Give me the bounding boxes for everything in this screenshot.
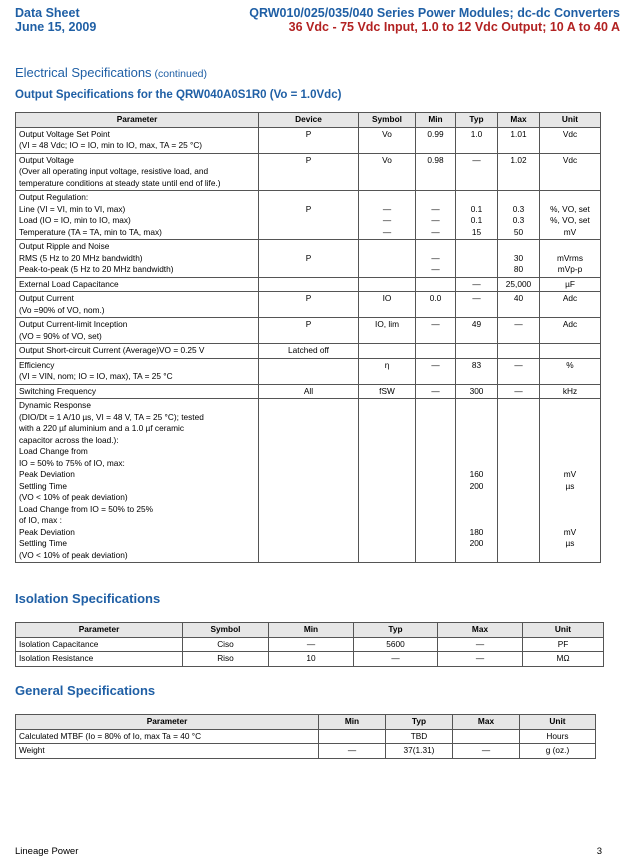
table-cell: — xyxy=(319,744,386,759)
column-header: Device xyxy=(259,113,359,128)
table-cell: — — xyxy=(416,240,456,278)
table-cell: P xyxy=(259,127,359,153)
table-cell: Adc xyxy=(540,292,601,318)
table-cell: Output Voltage (Over all operating input voltage, resistive load, and temperature conditions at steady state until end of life.) xyxy=(16,153,259,191)
table-cell: Hours xyxy=(520,729,596,744)
page-number: 3 xyxy=(596,846,602,857)
table-cell: — xyxy=(438,637,523,652)
column-header: Typ xyxy=(456,113,498,128)
table-cell: 49 xyxy=(456,318,498,344)
table-cell: — xyxy=(456,292,498,318)
table-cell: P xyxy=(259,153,359,191)
table-row xyxy=(16,358,601,384)
table-cell: fSW xyxy=(359,384,416,399)
table-cell: Adc xyxy=(540,318,601,344)
table-row xyxy=(16,729,596,744)
table-cell: PF xyxy=(523,637,604,652)
column-header: Typ xyxy=(386,715,453,730)
table-row xyxy=(16,191,601,240)
footer-company: Lineage Power xyxy=(15,846,79,857)
table-cell: 0.1 0.1 15 xyxy=(456,191,498,240)
table-cell xyxy=(456,240,498,278)
isolation-spec-table xyxy=(15,622,604,667)
table-cell: 5600 xyxy=(354,637,438,652)
table-cell xyxy=(456,344,498,359)
table-cell: — xyxy=(456,153,498,191)
header-right xyxy=(249,6,620,34)
table-row xyxy=(16,637,604,652)
table-cell: mVrms mVp-p xyxy=(540,240,601,278)
table-cell: P xyxy=(259,292,359,318)
table-cell xyxy=(498,399,540,563)
table-cell: — xyxy=(498,358,540,384)
table-cell: Weight xyxy=(16,744,319,759)
table-cell: g (oz.) xyxy=(520,744,596,759)
table-cell xyxy=(259,399,359,563)
table-cell: Vo xyxy=(359,153,416,191)
table-cell: % xyxy=(540,358,601,384)
doc-type: Data Sheet xyxy=(15,6,80,20)
product-subtitle: 36 Vdc - 75 Vdc Input, 1.0 to 12 Vdc Output; 10 A to 40 A xyxy=(288,20,620,34)
table-cell: 37(1.31) xyxy=(386,744,453,759)
table-cell: MΩ xyxy=(523,652,604,667)
table-cell: — — — xyxy=(416,191,456,240)
table-cell: 0.0 xyxy=(416,292,456,318)
table-cell xyxy=(359,240,416,278)
table-cell: 300 xyxy=(456,384,498,399)
table-cell xyxy=(359,277,416,292)
table-cell: — xyxy=(498,318,540,344)
table-cell xyxy=(416,277,456,292)
table-cell: Isolation Resistance xyxy=(16,652,183,667)
table-cell: — xyxy=(453,744,520,759)
isolation-spec-title: Isolation Specifications xyxy=(15,591,161,606)
table-cell: Switching Frequency xyxy=(16,384,259,399)
table-cell: 10 xyxy=(269,652,354,667)
column-header: Symbol xyxy=(183,623,269,638)
table-cell: Output Ripple and Noise RMS (5 Hz to 20 MHz bandwidth) Peak-to-peak (5 Hz to 20 MHz bandwidth) xyxy=(16,240,259,278)
table-cell: — xyxy=(456,277,498,292)
table-cell: %, VO, set %, VO, set mV xyxy=(540,191,601,240)
table-cell xyxy=(259,358,359,384)
table-cell: Calculated MTBF (Io = 80% of Io, max Ta = 40 °C xyxy=(16,729,319,744)
table-cell: — — — xyxy=(359,191,416,240)
table-cell: Vdc xyxy=(540,127,601,153)
column-header: Symbol xyxy=(359,113,416,128)
table-cell: Ciso xyxy=(183,637,269,652)
table-cell: 1.02 xyxy=(498,153,540,191)
table-cell: 1.01 xyxy=(498,127,540,153)
table-cell xyxy=(416,399,456,563)
table-cell: — xyxy=(416,318,456,344)
header-left xyxy=(15,6,96,34)
section-title: Electrical Specifications (continued) xyxy=(15,65,208,80)
column-header: Parameter xyxy=(16,623,183,638)
table-cell: IO xyxy=(359,292,416,318)
column-header: Parameter xyxy=(16,113,259,128)
output-spec-title: Output Specifications for the QRW040A0S1R0 (Vo = 1.0Vdc) xyxy=(15,89,342,101)
table-cell: — xyxy=(354,652,438,667)
table-cell: µF xyxy=(540,277,601,292)
general-spec-title: General Specifications xyxy=(15,683,156,698)
table-cell: 30 80 xyxy=(498,240,540,278)
table-header-row xyxy=(16,623,604,638)
table-cell: Dynamic Response (DIO/Dt = 1 A/10 µs, VI = 48 V, TA = 25 °C); tested with a 220 µf aluminium and a 1.0 µf ceramic capacitor across the load.): Load Change from IO = 50% to 75% of IO, max: Peak Deviation Settling Time (VO < 10% of peak deviation) Load Change from IO = 50% to 25% of IO, max : Peak Deviation Settling Time (VO < 10% of peak deviation) xyxy=(16,399,259,563)
table-row xyxy=(16,127,601,153)
table-cell xyxy=(498,344,540,359)
table-cell xyxy=(259,277,359,292)
table-row xyxy=(16,153,601,191)
column-header: Max xyxy=(498,113,540,128)
column-header: Max xyxy=(453,715,520,730)
table-cell: Riso xyxy=(183,652,269,667)
table-cell: Output Voltage Set Point (VI = 48 Vdc; IO = IO, min to IO, max, TA = 25 °C) xyxy=(16,127,259,153)
table-cell: Vo xyxy=(359,127,416,153)
table-cell: 1.0 xyxy=(456,127,498,153)
table-cell: mV µs mV µs xyxy=(540,399,601,563)
column-header: Min xyxy=(269,623,354,638)
table-cell: — xyxy=(438,652,523,667)
table-cell: All xyxy=(259,384,359,399)
table-cell: Isolation Capacitance xyxy=(16,637,183,652)
doc-date: June 15, 2009 xyxy=(15,20,97,34)
table-cell: — xyxy=(416,384,456,399)
table-cell: IO, lim xyxy=(359,318,416,344)
table-cell: kHz xyxy=(540,384,601,399)
table-cell: P xyxy=(259,191,359,240)
table-cell xyxy=(319,729,386,744)
column-header: Parameter xyxy=(16,715,319,730)
table-cell: 25,000 xyxy=(498,277,540,292)
table-cell xyxy=(416,344,456,359)
table-cell: P xyxy=(259,240,359,278)
column-header: Unit xyxy=(523,623,604,638)
table-cell: — xyxy=(416,358,456,384)
table-cell: Output Short-circuit Current (Average)VO = 0.25 V xyxy=(16,344,259,359)
table-cell: 0.99 xyxy=(416,127,456,153)
table-cell: Output Regulation: Line (VI = VI, min to VI, max) Load (IO = IO, min to IO, max) Temperature (TA = TA, min to TA, max) xyxy=(16,191,259,240)
table-cell: — xyxy=(498,384,540,399)
column-header: Min xyxy=(319,715,386,730)
column-header: Unit xyxy=(520,715,596,730)
table-cell: — xyxy=(269,637,354,652)
table-cell: 0.3 0.3 50 xyxy=(498,191,540,240)
table-cell: 40 xyxy=(498,292,540,318)
general-spec-table xyxy=(15,714,596,759)
table-cell: TBD xyxy=(386,729,453,744)
table-cell: External Load Capacitance xyxy=(16,277,259,292)
table-cell: 0.98 xyxy=(416,153,456,191)
column-header: Unit xyxy=(540,113,601,128)
column-header: Min xyxy=(416,113,456,128)
table-cell xyxy=(540,344,601,359)
table-cell xyxy=(359,399,416,563)
table-cell: Latched off xyxy=(259,344,359,359)
table-row xyxy=(16,318,601,344)
product-title: QRW010/025/035/040 Series Power Modules; dc-dc Converters xyxy=(249,6,620,20)
table-row xyxy=(16,399,601,563)
table-cell: Output Current (Vo =90% of VO, nom.) xyxy=(16,292,259,318)
table-row xyxy=(16,277,601,292)
table-cell: P xyxy=(259,318,359,344)
table-row xyxy=(16,384,601,399)
table-row xyxy=(16,744,596,759)
table-header-row xyxy=(16,715,596,730)
table-row xyxy=(16,652,604,667)
table-cell: 160 200 180 200 xyxy=(456,399,498,563)
output-spec-table xyxy=(15,112,601,563)
table-cell: 83 xyxy=(456,358,498,384)
table-row xyxy=(16,240,601,278)
table-cell: Output Current-limit Inception (VO = 90% of VO, set) xyxy=(16,318,259,344)
column-header: Max xyxy=(438,623,523,638)
table-cell: Vdc xyxy=(540,153,601,191)
table-header-row xyxy=(16,113,601,128)
table-cell xyxy=(359,344,416,359)
table-cell: Efficiency (VI = VIN, nom; IO = IO, max), TA = 25 °C xyxy=(16,358,259,384)
table-row xyxy=(16,292,601,318)
column-header: Typ xyxy=(354,623,438,638)
table-row xyxy=(16,344,601,359)
table-cell xyxy=(453,729,520,744)
table-cell: η xyxy=(359,358,416,384)
